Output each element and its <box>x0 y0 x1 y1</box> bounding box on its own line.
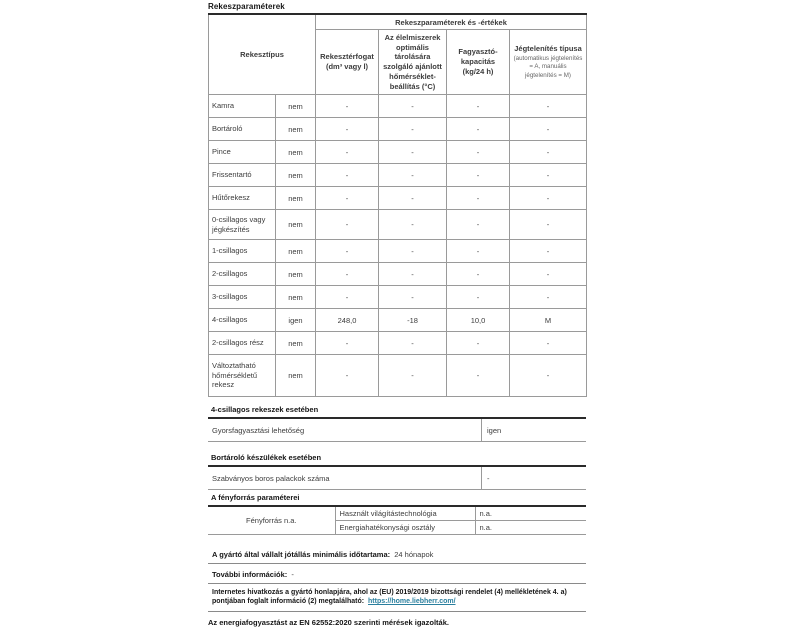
compartment-volume: - <box>316 95 379 118</box>
table-row <box>209 263 587 286</box>
compartment-present: nem <box>276 240 316 263</box>
compartment-present: nem <box>276 263 316 286</box>
column-header-volume: Rekesztérfogat (dm³ vagy l) <box>316 30 379 95</box>
compartment-volume: - <box>316 263 379 286</box>
link-paragraph-text: Internetes hivatkozás a gyártó honlapjára, ahol az (EU) 2019/2019 bizottsági rendelet (4) mellékletének 4. a) pontjában foglalt információ (2) megtalálható: <box>212 589 567 606</box>
compartment-temp: - <box>379 164 447 187</box>
table-row <box>208 507 586 521</box>
compartment-name: 2-csillagos <box>209 263 276 286</box>
lighting-technology-label: Használt világítástechnológia <box>335 507 475 521</box>
compartment-temp: - <box>379 286 447 309</box>
four-star-section-title: 4-csillagos rekeszek esetében <box>208 403 586 419</box>
compartment-present: nem <box>276 187 316 210</box>
compartment-freeze-capacity: - <box>447 164 510 187</box>
manufacturer-website-link[interactable]: https://home.liebherr.com/ <box>368 598 456 606</box>
light-source-section <box>208 491 586 535</box>
page-title: Rekeszparaméterek <box>208 2 285 11</box>
wine-bottles-label: Szabványos boros palackok száma <box>212 473 330 483</box>
compartment-present: nem <box>276 355 316 397</box>
compartment-name: Frissentartó <box>209 164 276 187</box>
compartment-name: 4-csillagos <box>209 309 276 332</box>
compartment-defrost: - <box>510 263 587 286</box>
compartment-defrost: - <box>510 141 587 164</box>
wine-bottles-value: - <box>481 467 586 489</box>
defrost-type-note: (automatikus jégtelenítés = A, manuális jégtelenítés = M) <box>513 54 583 79</box>
table-row <box>209 164 587 187</box>
compartment-freeze-capacity: - <box>447 95 510 118</box>
compartment-volume: - <box>316 187 379 210</box>
compartment-name: Hűtőrekesz <box>209 187 276 210</box>
warranty-label: A gyártó által vállalt jótállás minimális időtartama: <box>212 550 391 559</box>
column-header-freezing-capacity: Fagyasztó-kapacitás (kg/24 h) <box>447 30 510 95</box>
compartment-volume: - <box>316 240 379 263</box>
wine-bottles-row <box>208 467 586 490</box>
compartment-present: nem <box>276 210 316 240</box>
energy-measurement-note: Az energiafogyasztást az EN 62552:2020 szerinti mérések igazolták. <box>208 617 449 627</box>
compartment-freeze-capacity: - <box>447 240 510 263</box>
more-info-note <box>208 564 586 584</box>
compartment-freeze-capacity: - <box>447 118 510 141</box>
compartment-temp: - <box>379 118 447 141</box>
lighting-technology-value: n.a. <box>475 507 586 521</box>
compartment-present: nem <box>276 141 316 164</box>
compartment-present: nem <box>276 286 316 309</box>
compartment-defrost: - <box>510 332 587 355</box>
compartment-present: nem <box>276 118 316 141</box>
compartment-temp: - <box>379 210 447 240</box>
compartment-volume: - <box>316 355 379 397</box>
compartment-freeze-capacity: - <box>447 263 510 286</box>
compartment-name: 1-csillagos <box>209 240 276 263</box>
light-source-table <box>208 507 586 535</box>
compartment-temp: - <box>379 95 447 118</box>
four-star-section <box>208 403 586 442</box>
compartment-freeze-capacity: - <box>447 286 510 309</box>
column-header-defrost-type <box>510 30 587 95</box>
compartment-defrost: - <box>510 118 587 141</box>
compartment-volume: 248,0 <box>316 309 379 332</box>
fast-freeze-label: Gyorsfagyasztási lehetőség <box>212 425 305 435</box>
row-axis-header: Rekesztípus <box>209 14 316 95</box>
compartment-volume: - <box>316 141 379 164</box>
compartment-freeze-capacity: - <box>447 141 510 164</box>
compartment-volume: - <box>316 286 379 309</box>
compartment-temp: - <box>379 240 447 263</box>
manufacturer-link-note <box>208 584 586 612</box>
compartment-temp: - <box>379 187 447 210</box>
compartment-defrost: - <box>510 187 587 210</box>
compartment-defrost: - <box>510 95 587 118</box>
fast-freeze-value: igen <box>481 419 586 441</box>
wine-section-title: Bortároló készülékek esetében <box>208 451 586 467</box>
compartment-volume: - <box>316 210 379 240</box>
compartment-temp: - <box>379 263 447 286</box>
table-row <box>209 118 587 141</box>
compartment-name: 2-csillagos rész <box>209 332 276 355</box>
datasheet-document <box>208 2 586 627</box>
compartment-present: igen <box>276 309 316 332</box>
compartment-defrost: - <box>510 240 587 263</box>
table-group-header: Rekeszparaméterek és -értékek <box>316 14 587 30</box>
wine-storage-section <box>208 451 586 490</box>
compartment-defrost: - <box>510 286 587 309</box>
fast-freeze-row <box>208 419 586 442</box>
compartment-volume: - <box>316 164 379 187</box>
compartment-defrost: - <box>510 355 587 397</box>
table-row <box>209 210 587 240</box>
compartment-name: Pince <box>209 141 276 164</box>
compartment-temp: - <box>379 355 447 397</box>
compartment-name: Bortároló <box>209 118 276 141</box>
energy-class-label: Energiahatékonysági osztály <box>335 521 475 535</box>
compartment-present: nem <box>276 95 316 118</box>
compartment-freeze-capacity: - <box>447 187 510 210</box>
compartment-name: 0-csillagos vagy jégkészítés <box>209 210 276 240</box>
compartment-parameters-table <box>208 13 587 397</box>
table-row <box>209 95 587 118</box>
compartment-name: 3-csillagos <box>209 286 276 309</box>
column-header-temperature: Az élelmiszerek optimális tárolására szolgáló ajánlott hőmérséklet-beállítás (°C) <box>379 30 447 95</box>
table-row <box>209 286 587 309</box>
light-section-title: A fényforrás paraméterei <box>208 491 586 507</box>
more-info-label: További információk: <box>212 570 288 579</box>
table-row <box>209 309 587 332</box>
compartment-volume: - <box>316 332 379 355</box>
compartment-name: Kamra <box>209 95 276 118</box>
table-row <box>209 141 587 164</box>
compartment-temp: -18 <box>379 309 447 332</box>
compartment-temp: - <box>379 141 447 164</box>
compartment-freeze-capacity: 10,0 <box>447 309 510 332</box>
compartment-freeze-capacity: - <box>447 355 510 397</box>
table-row <box>209 240 587 263</box>
defrost-type-label: Jégtelenítés típusa <box>514 44 582 54</box>
compartment-volume: - <box>316 118 379 141</box>
warranty-note <box>208 544 586 564</box>
more-info-value: - <box>291 570 294 579</box>
compartment-present: nem <box>276 332 316 355</box>
compartment-freeze-capacity: - <box>447 332 510 355</box>
table-row <box>209 187 587 210</box>
warranty-value: 24 hónapok <box>394 550 434 559</box>
compartment-defrost: - <box>510 164 587 187</box>
table-row <box>209 332 587 355</box>
compartment-defrost: M <box>510 309 587 332</box>
compartment-freeze-capacity: - <box>447 210 510 240</box>
compartment-defrost: - <box>510 210 587 240</box>
compartment-name: Változtatható hőmérsékletű rekesz <box>209 355 276 397</box>
light-source-label: Fényforrás n.a. <box>208 507 335 535</box>
compartment-temp: - <box>379 332 447 355</box>
energy-class-value: n.a. <box>475 521 586 535</box>
table-row <box>209 355 587 397</box>
compartment-present: nem <box>276 164 316 187</box>
